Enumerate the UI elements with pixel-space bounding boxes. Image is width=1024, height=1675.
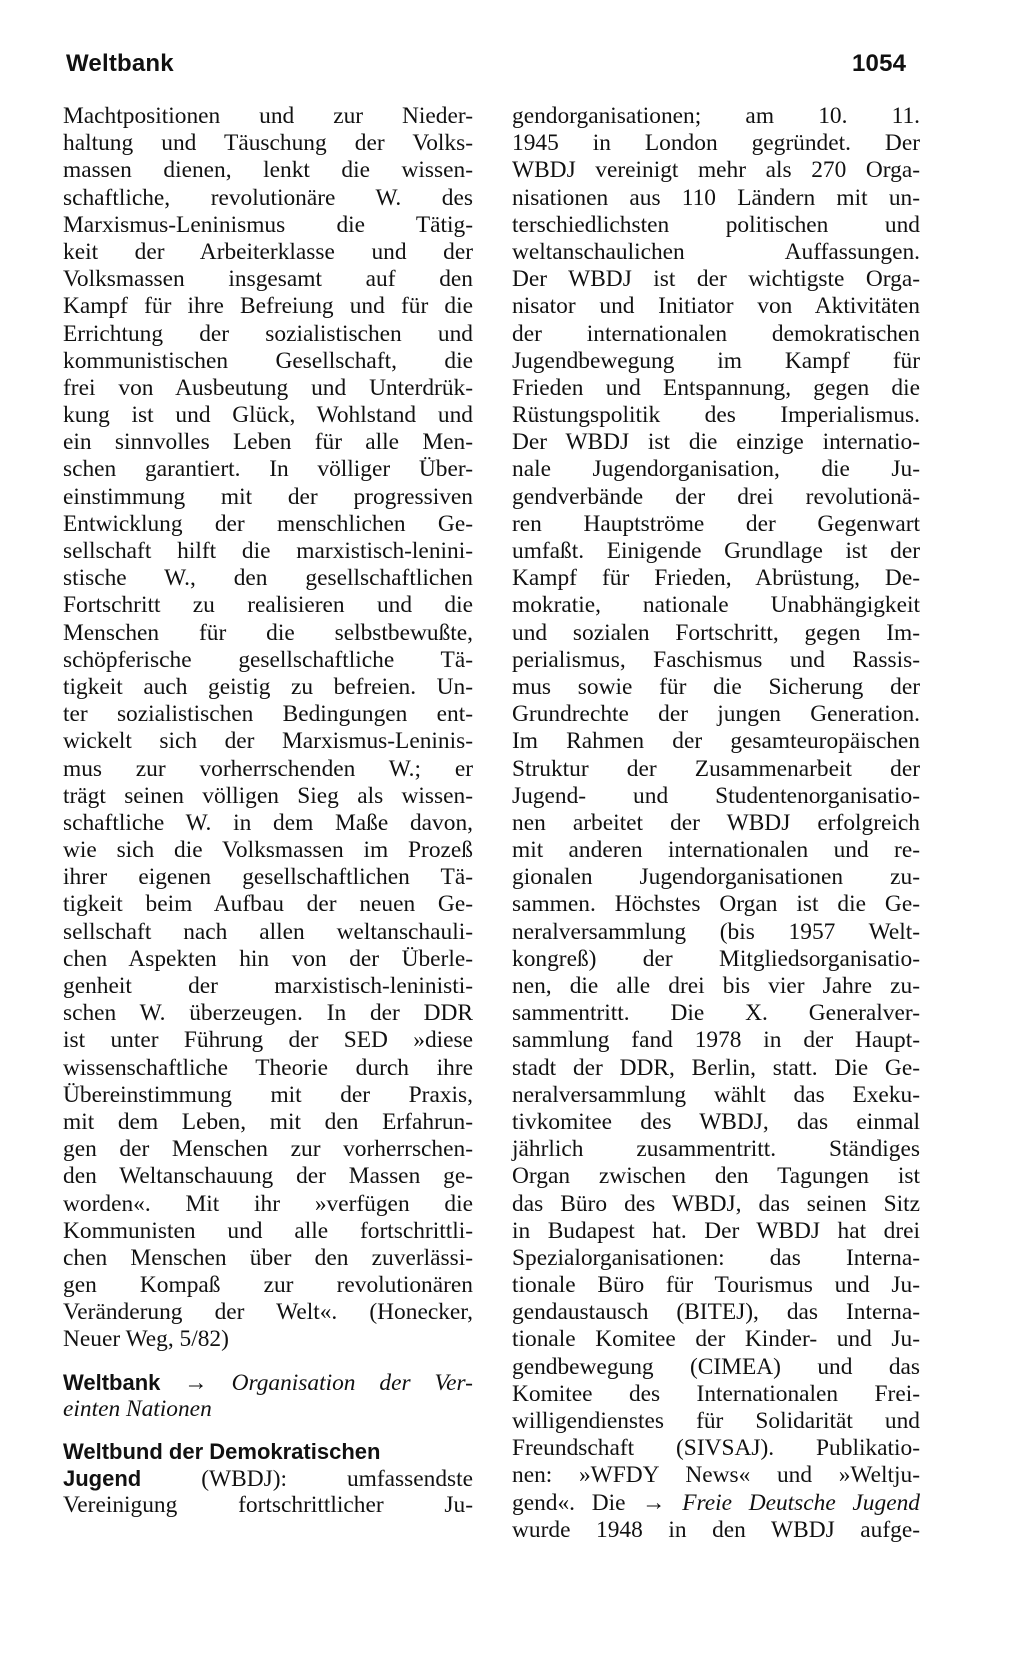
text-line: kongreß) der Mitgliedsorganisatio- [512, 945, 920, 972]
entry-wbdj [63, 1438, 473, 1520]
text-line: willigendienstes für Solidarität und [512, 1408, 920, 1434]
headword-wbdj-continued: Jugend [63, 1466, 142, 1492]
text-line: ren Hauptströme der Gegenwart [512, 510, 920, 537]
text-line: schaftliche, revolutionäre W. des [63, 184, 473, 211]
right-column [512, 103, 920, 1544]
entry-weltbank [63, 1369, 473, 1423]
text-line: schöpferische gesellschaftliche Tä- [63, 646, 473, 673]
text-line: Grundrechte der jungen Generation. [512, 701, 920, 728]
text-line: Kommunisten und alle fortschrittli- [63, 1217, 473, 1244]
text-line: ist unter Führung der SED »diese [63, 1027, 473, 1054]
text-line: wickelt sich der Marxismus-Leninis- [63, 728, 473, 755]
text-line: Jugend- und Studentenorganisatio- [512, 782, 920, 809]
text-line: schen garantiert. In völliger Über- [63, 456, 473, 483]
text-line: gionalen Jugendorganisationen zu- [512, 864, 920, 891]
text-line: Kampf für Frieden, Abrüstung, De- [512, 565, 920, 592]
text-line: wurde 1948 in den WBDJ aufge- [512, 1516, 920, 1543]
text-line: der internationalen demokratischen [512, 320, 920, 347]
text-line: ein sinnvolles Leben für alle Men- [63, 429, 473, 456]
text-line: Jugendbewegung im Kampf für [512, 347, 920, 374]
entry-text: (WBDJ): umfassendste [201, 1466, 473, 1493]
cross-reference: Organisation der Ver- [231, 1369, 473, 1396]
text-line: wissenschaftliche Theorie durch ihre [63, 1054, 473, 1081]
right-column-body [512, 103, 920, 1490]
text-line: Frieden und Entspannung, gegen die [512, 374, 920, 401]
text-line: perialismus, Faschismus und Rassis- [512, 646, 920, 673]
text-line: 1945 in London gegründet. Der [512, 130, 920, 157]
text-line: kommunistischen Gesellschaft, die [63, 347, 473, 374]
text-line: mokratie, nationale Unabhängigkeit [512, 592, 920, 619]
text-line: neralversammlung (bis 1957 Welt- [512, 918, 920, 945]
text-line: Errichtung der sozialistischen und [63, 320, 473, 347]
text-line: mus zur vorherrschenden W.; er [63, 755, 473, 782]
text-line: worden«. Mit ihr »verfügen die [63, 1190, 473, 1217]
text-line: tionale Komitee der Kinder- und Ju- [512, 1326, 920, 1353]
text-line: ter sozialistischen Bedingungen ent- [63, 701, 473, 728]
text-line: Veränderung der Welt«. (Honecker, [63, 1299, 473, 1326]
text-line: in Budapest hat. Der WBDJ hat drei [512, 1217, 920, 1244]
text-line: mit anderen internationalen und re- [512, 837, 920, 864]
text-line: nisator und Initiator von Aktivitäten [512, 293, 920, 320]
text-line: Der WBDJ ist die einzige internatio- [512, 429, 920, 456]
text-line: den Weltanschauung der Massen ge- [63, 1163, 473, 1190]
text-line: sellschaft hilft die marxistisch-lenini- [63, 538, 473, 564]
entry-text-line: Vereinigung fortschrittlicher Ju- [63, 1492, 473, 1519]
text-line: kung ist und Glück, Wohlstand und [63, 402, 473, 429]
text-line: umfaßt. Einigende Grundlage ist der [512, 538, 920, 564]
cross-reference-continued: einten Nationen [63, 1395, 212, 1422]
text-line: Freundschaft (SIVSAJ). Publikatio- [512, 1435, 920, 1462]
text-line: Übereinstimmung mit der Praxis, [63, 1081, 473, 1108]
text-line: Neuer Weg, 5/82) [63, 1326, 229, 1353]
text-line: Rüstungspolitik des Imperialismus. [512, 402, 920, 429]
text-line-start: gend«. Die [512, 1489, 626, 1516]
text-line: Machtpositionen und zur Nieder- [63, 103, 473, 129]
text-line: Entwicklung der menschlichen Ge- [63, 510, 473, 537]
text-line: jährlich zusammentritt. Ständiges [512, 1136, 920, 1163]
headword-wbdj: Weltbund der Demokratischen [63, 1439, 381, 1464]
text-line: tigkeit auch geistig zu befreien. Un- [63, 673, 473, 700]
text-line: Menschen für die selbstbewußte, [63, 619, 473, 646]
cross-reference-arrow-icon: → [184, 1369, 208, 1396]
cross-reference-fdj: Freie Deutsche Jugend [682, 1489, 920, 1516]
text-line: Im Rahmen der gesamteuropäischen [512, 728, 920, 755]
text-line: neralversammlung wählt das Exeku- [512, 1081, 920, 1108]
text-line: Spezialorganisationen: das Interna- [512, 1244, 920, 1271]
text-line: einstimmung mit der progressiven [63, 483, 473, 510]
text-line: mus sowie für die Sicherung der [512, 673, 920, 700]
page-number: 1054 [852, 50, 907, 77]
text-line: tionale Büro für Tourismus und Ju- [512, 1272, 920, 1299]
text-line: nen: »WFDY News« und »Weltju- [512, 1462, 920, 1489]
text-line: Fortschritt zu realisieren und die [63, 592, 473, 619]
text-line: nen, die alle drei bis vier Jahre zu- [512, 973, 920, 999]
headword-weltbank: Weltbank [63, 1369, 161, 1395]
left-column-body [63, 103, 473, 1354]
text-line: nisationen aus 110 Ländern mit un- [512, 184, 920, 211]
text-line: frei von Ausbeutung und Unterdrük- [63, 374, 473, 401]
text-line: mit dem Leben, mit den Erfahrun- [63, 1108, 473, 1135]
text-line: Komitee des Internationalen Frei- [512, 1380, 920, 1407]
text-line: sammlung fand 1978 in der Haupt- [512, 1027, 920, 1054]
text-line: stadt der DDR, Berlin, statt. Die Ge- [512, 1054, 920, 1081]
text-line: trägt seinen völligen Sieg als wissen- [63, 782, 473, 809]
text-line: Organ zwischen den Tagungen ist [512, 1163, 920, 1190]
text-line: terschiedlichsten politischen und [512, 211, 920, 238]
text-line: genheit der marxistisch-leninisti- [63, 973, 473, 999]
text-line: haltung und Täuschung der Volks- [63, 130, 473, 157]
text-line: nen arbeitet der WBDJ erfolgreich [512, 809, 920, 836]
text-line: schaftliche W. in dem Maße davon, [63, 809, 473, 836]
text-line: gendaustausch (BITEJ), das Interna- [512, 1299, 920, 1326]
text-line: chen Aspekten hin von der Überle- [63, 945, 473, 972]
left-column [63, 103, 473, 1520]
text-line: sammen. Höchstes Organ ist die Ge- [512, 891, 920, 918]
text-line: tigkeit beim Aufbau der neuen Ge- [63, 891, 473, 918]
text-line: gendbewegung (CIMEA) und das [512, 1353, 920, 1380]
text-line: gen Kompaß zur revolutionären [63, 1272, 473, 1299]
text-line: sammentritt. Die X. Generalver- [512, 1000, 920, 1027]
text-line: Der WBDJ ist der wichtigste Orga- [512, 266, 920, 293]
text-line: Struktur der Zusammenarbeit der [512, 755, 920, 782]
text-line: das Büro des WBDJ, das seinen Sitz [512, 1190, 920, 1217]
text-line: tivkomitee des WBDJ, das einmal [512, 1108, 920, 1135]
text-line: Marxismus-Leninismus die Tätig- [63, 211, 473, 238]
cross-reference-arrow-icon: → [642, 1489, 666, 1516]
text-line: WBDJ vereinigt mehr als 270 Orga- [512, 157, 920, 184]
running-head-keyword: Weltbank [66, 50, 174, 77]
text-line: sellschaft nach allen weltanschauli- [63, 918, 473, 945]
text-line: Volksmassen insgesamt auf den [63, 266, 473, 293]
text-line: gendverbände der drei revolutionä- [512, 483, 920, 510]
text-line: gendorganisationen; am 10. 11. [512, 103, 920, 129]
text-line: ihrer eigenen gesellschaftlichen Tä- [63, 864, 473, 891]
text-line: Kampf für ihre Befreiung und für die [63, 293, 473, 320]
text-line: nale Jugendorganisation, die Ju- [512, 456, 920, 483]
text-line: wie sich die Volksmassen im Prozeß [63, 837, 473, 864]
text-line: stische W., den gesellschaftlichen [63, 565, 473, 592]
text-line: weltanschaulichen Auffassungen. [512, 238, 920, 265]
text-line: schen W. überzeugen. In der DDR [63, 1000, 473, 1027]
text-line: chen Menschen über den zuverlässi- [63, 1244, 473, 1271]
text-line: massen dienen, lenkt die wissen- [63, 157, 473, 184]
text-line: keit der Arbeiterklasse und der [63, 238, 473, 265]
text-line: gen der Menschen zur vorherrschen- [63, 1136, 473, 1163]
text-line: und sozialen Fortschritt, gegen Im- [512, 619, 920, 646]
